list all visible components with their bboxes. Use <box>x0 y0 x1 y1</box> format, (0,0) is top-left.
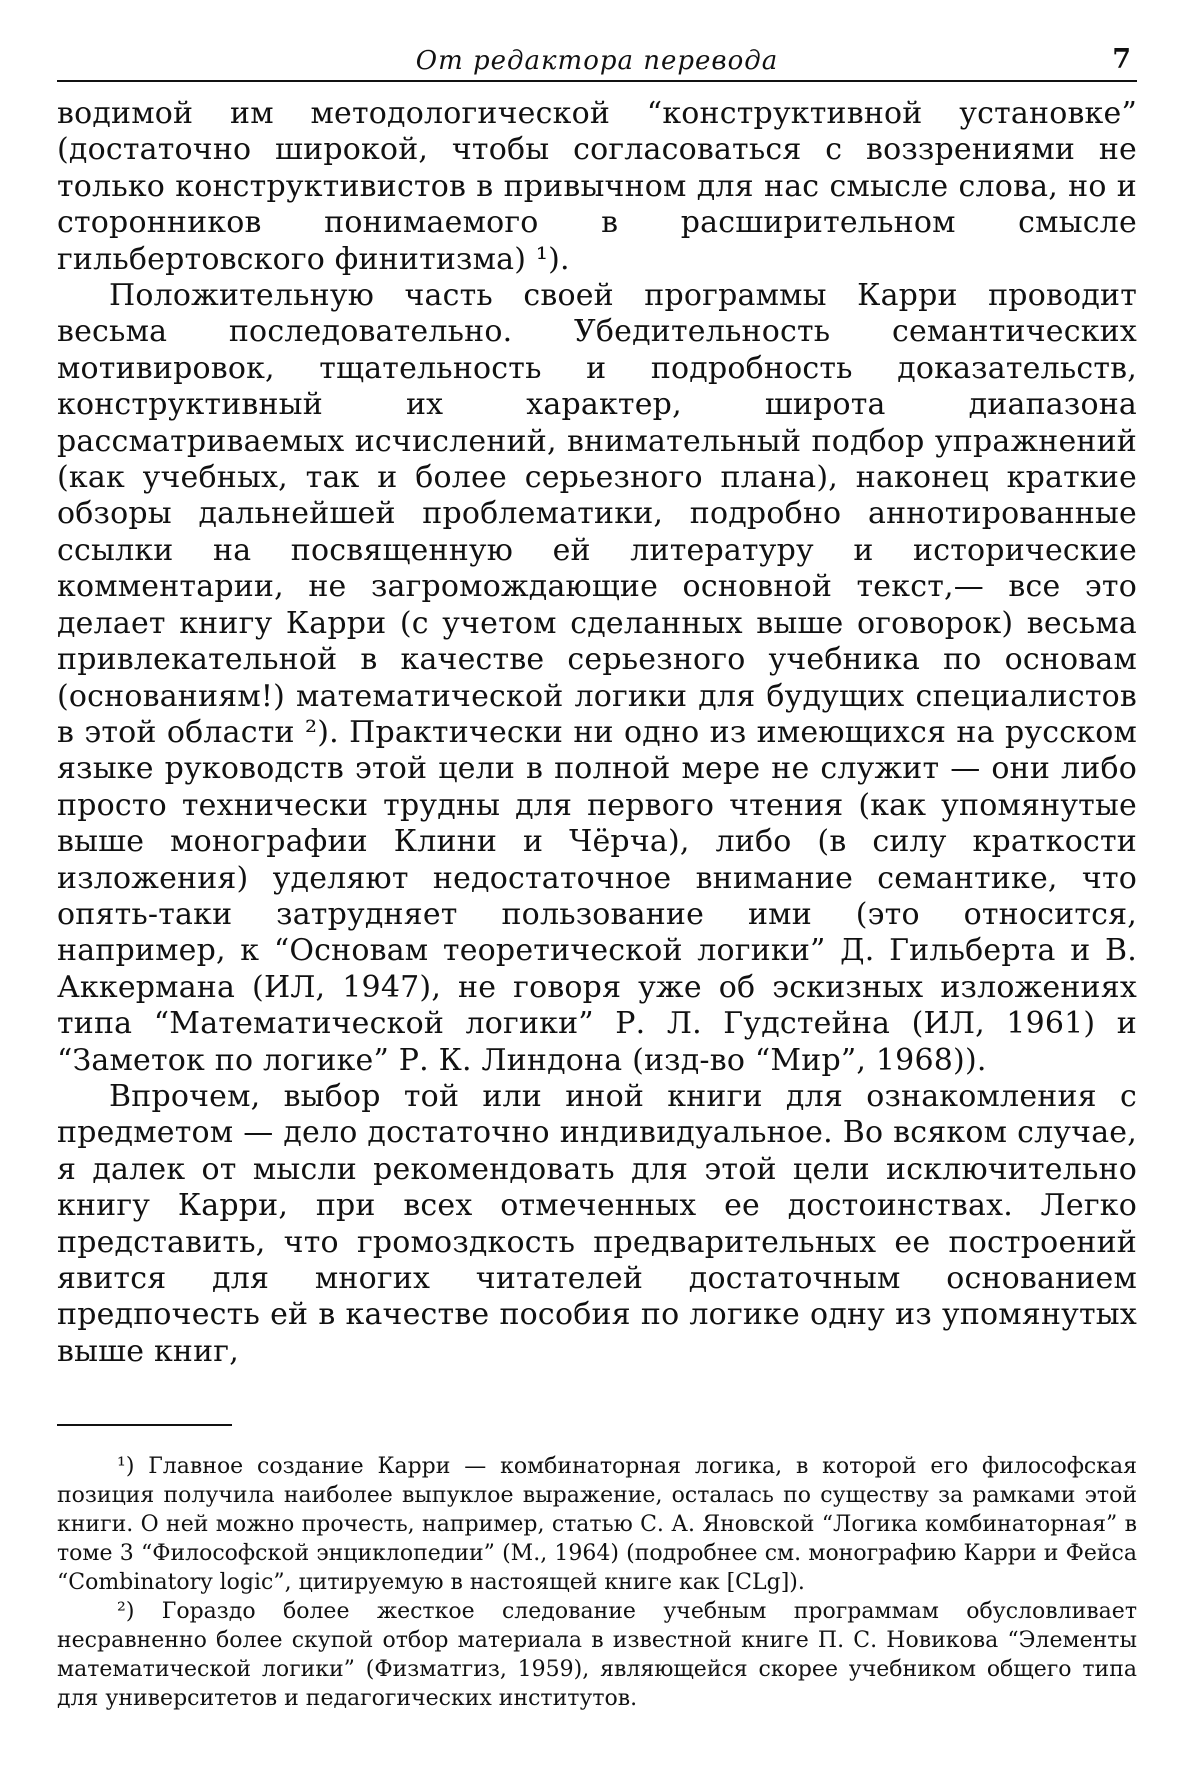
paragraph: Впрочем, выбор той или иной книги для ознакомления с предметом — дело достаточно индивидуальное. Во всяком случае, я далек от мысли рекомендовать для этой цели исключительно книгу Карри, при всех отмеченных ее достоинствах. Легко представить, что громоздкость предварительных ее построений явится для многих читателей достаточным основанием предпочесть ей в качестве пособия по логике одну из упомянутых выше книг, <box>57 1079 1137 1370</box>
footnotes <box>57 1452 1137 1713</box>
paragraph-continuation: водимой им методологической “конструктивной установке” (достаточно широкой, чтобы согласоваться с воззрениями не только конструктивистов в привычном для нас смысле слова, но и сторонников понимаемого в расширительном смысле гильбертовского финитизма) ¹). <box>57 96 1137 278</box>
page-number: 7 <box>1112 44 1131 75</box>
footnote-1: ¹) Главное создание Карри — комбинаторная логика, в которой его философская позиция получила наиболее выпуклое выражение, осталась по существу за рамками этой книги. О ней можно прочесть, например, статью С. А. Яновской “Логика комбинаторная” в томе 3 “Философской энциклопедии” (М., 1964) (подробнее см. монографию Карри и Фейса “Combinatory logic”, цитируемую в настоящей книге как [CLg]). <box>57 1452 1137 1597</box>
book-page <box>57 40 1137 1713</box>
header-title: От редактора перевода <box>57 46 1137 76</box>
running-header <box>57 40 1137 82</box>
body-text <box>57 96 1137 1370</box>
footnote-2: ²) Гораздо более жесткое следование учебным программам обусловливает несравненно более скупой отбор материала в известной книге П. С. Новикова “Элементы математической логики” (Физматгиз, 1959), являющейся скорее учебником общего типа для университетов и педагогических институтов. <box>57 1597 1137 1713</box>
footnote-divider <box>57 1424 232 1426</box>
paragraph: Положительную часть своей программы Карри проводит весьма последовательно. Убедительность семантических мотивировок, тщательность и подробность доказательств, конструктивный их характер, широта диапазона рассматриваемых исчислений, внимательный подбор упражнений (как учебных, так и более серьезного плана), наконец краткие обзоры дальнейшей проблематики, подробно аннотированные ссылки на посвященную ей литературу и исторические комментарии, не загромождающие основной текст,— все это делает книгу Карри (с учетом сделанных выше оговорок) весьма привлекательной в качестве серьезного учебника по основам (основаниям!) математической логики для будущих специалистов в этой области ²). Практически ни одно из имеющихся на русском языке руководств этой цели в полной мере не служит — они либо просто технически трудны для первого чтения (как упомянутые выше монографии Клини и Чёрча), либо (в силу краткости изложения) уделяют недостаточное внимание семантике, что опять-таки затрудняет пользование ими (это относится, например, к “Основам теоретической логики” Д. Гильберта и В. Аккермана (ИЛ, 1947), не говоря уже об эскизных изложениях типа “Математической логики” Р. Л. Гудстейна (ИЛ, 1961) и “Заметок по логике” Р. К. Линдона (изд-во “Мир”, 1968)). <box>57 278 1137 1079</box>
